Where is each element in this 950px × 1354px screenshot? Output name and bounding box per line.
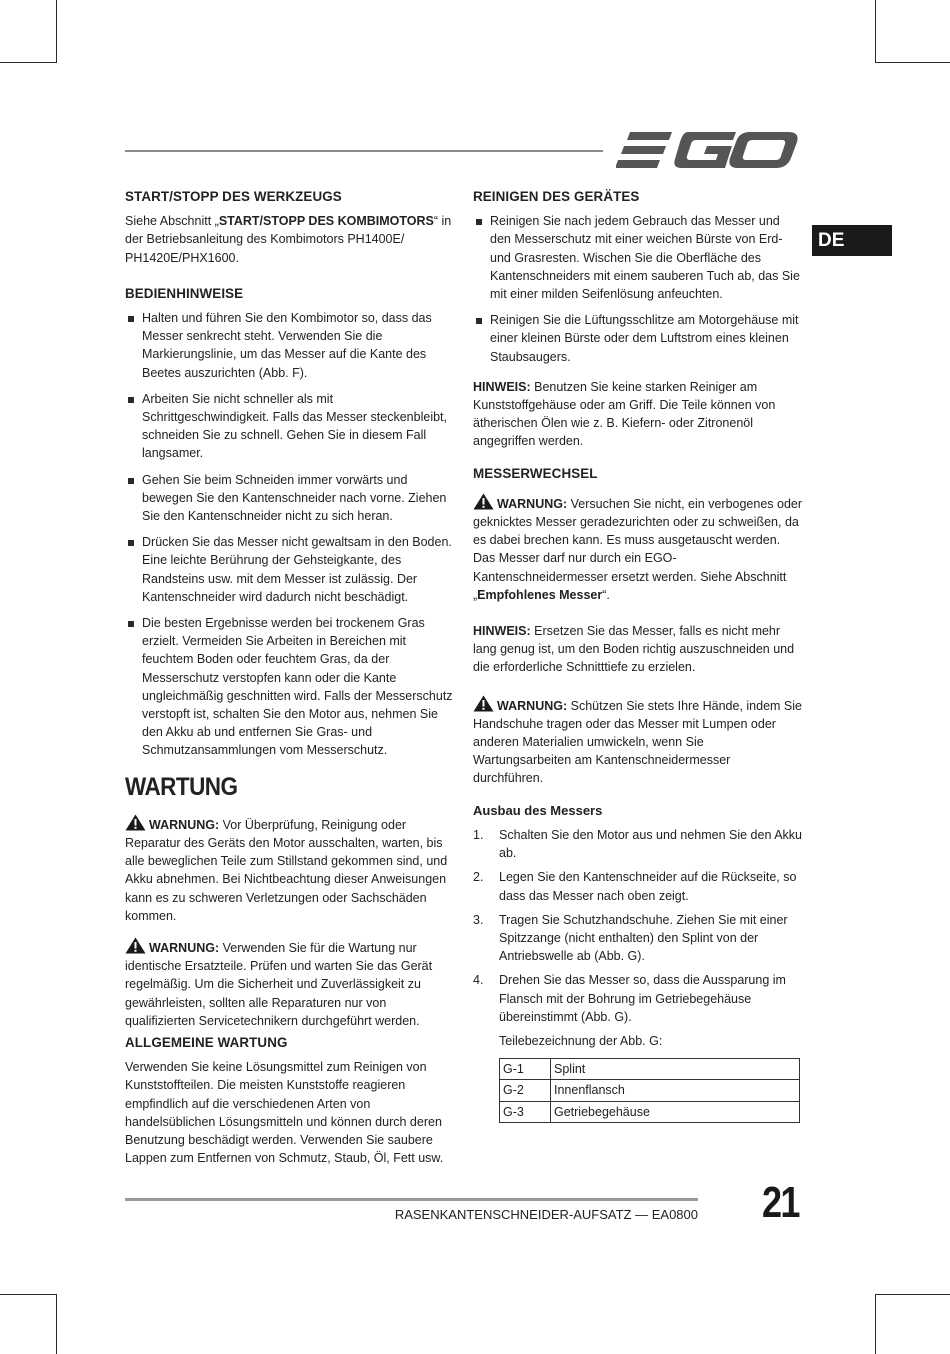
ego-logo — [616, 128, 800, 177]
numbered-step — [473, 826, 803, 862]
bullet-item: Gehen Sie beim Schneiden immer vorwärts und bewegen Sie den Kantenschneider nach vorne. Ziehen Sie den Kantenschneider nicht zu sich heran. — [125, 471, 457, 526]
note-label: HINWEIS: — [473, 379, 531, 394]
step-number: 4. — [473, 973, 484, 988]
right-column — [473, 188, 803, 1123]
step-text: Schalten Sie den Motor aus und nehmen Sie den Akku ab. — [499, 827, 802, 861]
warning-block — [125, 814, 457, 925]
section-heading: MESSERWECHSEL — [473, 465, 598, 481]
table-row — [500, 1101, 800, 1122]
ego-logo-graphic — [616, 128, 800, 172]
numbered-step — [473, 911, 803, 966]
bullet-item: Arbeiten Sie nicht schneller als mit Schrittgeschwindigkeit. Falls das Messer steckenbleibt, schneiden Sie zu schnell. Gehen Sie in diesem Fall langsamer. — [125, 390, 457, 463]
crop-mark — [0, 1294, 57, 1295]
table-row — [500, 1059, 800, 1080]
warning-triangle-icon — [125, 937, 146, 954]
text-fragment: “. — [602, 587, 610, 602]
language-badge: DE — [812, 225, 892, 256]
footer-title: RASENKANTENSCHNEIDER-AUFSATZ — EA0800 — [394, 1207, 698, 1222]
numbered-step — [473, 971, 803, 1026]
note-text: Ersetzen Sie das Messer, falls es nicht mehr lang genug ist, um den Boden richtig auszuschneiden und die erforderliche Schnitttiefe zu erzielen. — [473, 624, 795, 675]
maintenance-heading: WARTUNG — [125, 772, 238, 801]
warning-triangle-icon — [473, 695, 494, 712]
text-fragment: “ in der Betriebsanleitung des Kombimotors PH1400E/ PH1420E/PHX1600. — [125, 214, 452, 265]
step-number: 3. — [473, 912, 484, 927]
note-block — [473, 378, 803, 451]
left-column — [125, 188, 457, 1179]
step-number: 2. — [473, 870, 484, 885]
section-heading: ALLGEMEINE WARTUNG — [125, 1034, 288, 1050]
header-rule — [125, 150, 603, 152]
crop-mark — [875, 1294, 876, 1354]
section-heading: REINIGEN DES GERÄTES — [473, 189, 640, 204]
crop-mark — [875, 0, 876, 62]
warning-block — [473, 695, 803, 788]
bullet-item: Drücken Sie das Messer nicht gewaltsam in den Boden. Eine leichte Berührung der Gehsteigkante, des Randsteins usw. mit dem Messer ist zulässig. Der Kantenschneider wird dadurch nicht beschädigt. — [125, 533, 457, 606]
warning-block — [473, 493, 803, 604]
warning-triangle-icon — [473, 493, 494, 510]
warning-text: Verwenden Sie für die Wartung nur identische Ersatzteile. Prüfen und warten Sie das Gerät regelmäßig. Um die Sicherheit und Zuverlässigkeit zu gewährleisten, sollten alle Reparaturen nur von qualifizierten Servicetechnikern durchgeführt werden. — [125, 940, 433, 1028]
part-name: Splint — [551, 1059, 800, 1080]
warning-label: WARNUNG: — [149, 940, 220, 955]
warning-block — [125, 937, 457, 1030]
logo-text: EGO — [616, 128, 619, 129]
crop-mark — [875, 62, 950, 63]
text-fragment: Siehe Abschnitt „ — [125, 214, 219, 229]
warning-label: WARNUNG: — [149, 817, 220, 832]
start-stop-text — [125, 212, 457, 267]
note-text: Benutzen Sie keine starken Reiniger am Kunststoffgehäuse oder am Griff. Die Teile können von ätherischen Ölen wie z. B. Kiefern- oder Zitronenöl angegriffen werden. — [473, 379, 776, 449]
bullet-item: Reinigen Sie nach jedem Gebrauch das Messer und den Messerschutz mit einer weichen Bürste von Erd- und Grasresten. Wischen Sie die Oberfläche des Kantenschneiders mit einem sauberen Tuch ab, das Sie mit einer milden Seifenlösung anfeuchten. — [473, 212, 803, 303]
bullet-item: Reinigen Sie die Lüftungsschlitze am Motorgehäuse mit einer kleinen Bürste oder dem Luftstrom eines kleinen Staubsaugers. — [473, 311, 803, 366]
warning-text: Schützen Sie stets Ihre Hände, indem Sie Handschuhe tragen oder das Messer mit Lumpen oder anderen Materialien umwickeln, wenn Sie Wartungsarbeiten am Kantenschneidermesser durchführen. — [473, 698, 802, 786]
warning-text: Versuchen Sie nicht, ein verbogenes oder geknicktes Messer geradezurichten oder zu schweißen, da es dabei brechen kann. Es muss ausgetauscht werden. Das Messer darf nur durch ein EGO-Kantenschneidermesser ersetzt werden. Siehe Abschnitt „ — [473, 496, 803, 602]
part-name: Getriebegehäuse — [551, 1101, 800, 1122]
parts-caption: Teilebezeichnung der Abb. G: — [499, 1033, 663, 1048]
note-block — [473, 622, 803, 677]
bullet-item: Halten und führen Sie den Kombimotor so, dass das Messer senkrecht steht. Verwenden Sie die Markierungslinie, um das Messer auf die Kante des Beetes auszurichten (Abb. F). — [125, 309, 457, 382]
part-id: G-3 — [500, 1101, 551, 1122]
parts-table — [499, 1058, 800, 1123]
crop-mark — [56, 0, 57, 62]
warning-label: WARNUNG: — [497, 698, 568, 713]
footer-rule — [125, 1198, 698, 1201]
crop-mark — [56, 1294, 57, 1354]
part-name: Innenflansch — [551, 1080, 800, 1101]
crop-mark — [0, 62, 57, 63]
bullet-item: Die besten Ergebnisse werden bei trockenem Gras erzielt. Vermeiden Sie Arbeiten in Bereichen mit feuchtem Boden oder feuchtem Gras, da der Messerschutz verstopfen kann oder die Kante ungleichmäßig geschnitten wird. Falls der Messerschutz verstopft ist, schalten Sie den Motor aus, nehmen Sie den Akku ab und entfernen Sie Gras- und Schmutzansammlungen vom Messerschutz. — [125, 614, 457, 760]
note-label: HINWEIS: — [473, 624, 531, 639]
reference-bold: Empfohlenes Messer — [477, 587, 603, 602]
step-text: Drehen Sie das Messer so, dass die Aussparung im Flansch mit der Bohrung im Getriebegehäuse übereinstimmt (Abb. G). — [499, 973, 786, 1024]
numbered-step — [473, 868, 803, 904]
table-row — [500, 1080, 800, 1101]
page-number: 21 — [762, 1178, 799, 1227]
section-heading: START/STOPP DES WERKZEUGS — [125, 189, 342, 204]
step-text: Tragen Sie Schutzhandschuhe. Ziehen Sie mit einer Spitzzange (nicht enthalten) den Splint von der Antriebswelle ab (Abb. G). — [499, 912, 788, 964]
warning-text: Vor Überprüfung, Reinigung oder Reparatur des Geräts den Motor ausschalten, warten, bis alle beweglichen Teile zum Stillstand gekommen sind, und Akku abnehmen. Bei Nichtbeachtung dieser Anweisungen kann es zu schweren Verletzungen oder Sachschäden kommen. — [125, 817, 448, 923]
crop-mark — [875, 1294, 950, 1295]
section-heading: BEDIENHINWEISE — [125, 285, 244, 301]
step-text: Legen Sie den Kantenschneider auf die Rückseite, so dass das Messer nach oben zeigt. — [499, 870, 797, 903]
part-id: G-1 — [500, 1059, 551, 1080]
warning-label: WARNUNG: — [497, 496, 568, 511]
subsection-heading: Ausbau des Messers — [473, 802, 603, 818]
reference-bold: START/STOPP DES KOMBIMOTORS — [218, 214, 434, 229]
step-number: 1. — [473, 827, 484, 842]
part-id: G-2 — [500, 1080, 551, 1101]
general-maintenance-text: Verwenden Sie keine Lösungsmittel zum Reinigen von Kunststoffteilen. Die meisten Kunststoffe reagieren empfindlich auf die verschiedenen Arten von handelsüblichen Lösungsmitteln und können durch deren Benutzung beschädigt werden. Verwenden Sie saubere Lappen zum Entfernen von Schmutz, Staub, Öl, Fett usw. — [125, 1060, 444, 1166]
warning-triangle-icon — [125, 814, 146, 831]
